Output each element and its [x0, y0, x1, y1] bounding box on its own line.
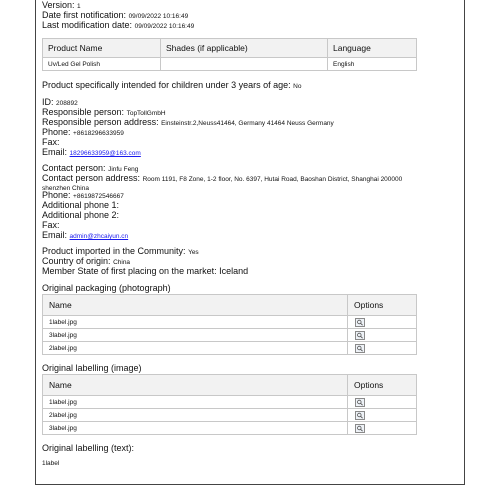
children-line	[42, 80, 301, 92]
table-row	[43, 396, 417, 409]
options-cell	[348, 409, 417, 422]
responsible-fax-label: Fax:	[42, 137, 60, 147]
version-value: 1	[77, 3, 81, 10]
file-name-cell: 2label.jpg	[43, 342, 348, 355]
labelling-table-header	[43, 375, 417, 396]
responsible-address-value: Einsteinstr.2,Neuss41464, Germany 41464 Neuss Germany	[161, 120, 334, 127]
labelling-image-table	[42, 374, 417, 435]
packaging-title: Original packaging (photograph)	[42, 283, 171, 293]
responsible-phone-label: Phone:	[42, 127, 71, 137]
magnifier-icon[interactable]	[355, 344, 365, 353]
name-header: Name	[43, 295, 348, 316]
id-value: 208892	[56, 100, 78, 107]
contact-address-value: Room 1191, F8 Zone, 1-2 floor, No. 6397, Hutai Road, Baoshan District, Shanghai 200000	[142, 176, 403, 183]
packaging-table	[42, 294, 417, 355]
version-label: Version:	[42, 0, 75, 10]
product-name-header: Product Name	[43, 39, 161, 58]
contact-person-label: Contact person:	[42, 163, 106, 173]
contact-person-value: Jinfu Feng	[108, 166, 139, 173]
table-row	[43, 329, 417, 342]
file-name-cell: 1label.jpg	[43, 316, 348, 329]
contact-address-value-2: shenzhen China	[42, 185, 89, 192]
name-header: Name	[43, 375, 348, 396]
member-state-value: Iceland	[219, 266, 249, 276]
table-row	[43, 422, 417, 435]
children-label: Product specifically intended for children under 3 years of age:	[42, 80, 291, 90]
table-row	[43, 58, 417, 71]
products-table	[42, 38, 417, 71]
language-header: Language	[328, 39, 417, 58]
responsible-email-label: Email:	[42, 147, 68, 157]
contact-fax-line	[42, 220, 60, 230]
magnifier-icon[interactable]	[355, 331, 365, 340]
options-cell	[348, 396, 417, 409]
contact-address-label: Contact person address:	[42, 173, 141, 183]
file-name-cell: 2label.jpg	[43, 409, 348, 422]
responsible-address-label: Responsible person address:	[42, 117, 159, 127]
magnifier-icon[interactable]	[355, 318, 365, 327]
member-state-label: Member State of first placing on the market:	[42, 266, 217, 276]
options-cell	[348, 316, 417, 329]
contact-phone-label: Phone:	[42, 190, 71, 200]
options-cell	[348, 329, 417, 342]
responsible-fax-line	[42, 137, 60, 147]
origin-value: China	[113, 259, 131, 266]
contact-fax-label: Fax:	[42, 220, 60, 230]
member-state-line	[42, 266, 248, 276]
options-cell	[348, 422, 417, 435]
table-row	[43, 316, 417, 329]
labelling-text-value: 1label	[42, 460, 60, 467]
last-modification-line	[42, 20, 194, 32]
labelling-image-title: Original labelling (image)	[42, 363, 142, 373]
id-label: ID:	[42, 97, 54, 107]
products-table-header	[43, 39, 417, 58]
options-header: Options	[348, 375, 417, 396]
magnifier-icon[interactable]	[355, 424, 365, 433]
labelling-text-title: Original labelling (text):	[42, 443, 135, 453]
responsible-email-link[interactable]: 18296633959@163.com	[69, 150, 141, 157]
packaging-table-header	[43, 295, 417, 316]
magnifier-icon[interactable]	[355, 398, 365, 407]
additional-phone-2-line	[42, 210, 119, 220]
contact-email-link[interactable]: admin@zhcaiyun.cn	[69, 233, 129, 240]
table-row	[43, 409, 417, 422]
additional-phone-1-label: Additional phone 1:	[42, 200, 120, 210]
responsible-phone-value: +8618296633959	[73, 130, 124, 137]
options-cell	[348, 342, 417, 355]
responsible-email-line	[42, 147, 141, 159]
responsible-person-label: Responsible person:	[42, 107, 125, 117]
product-name-cell: Uv/Led Gel Polish	[43, 58, 161, 71]
file-name-cell: 3label.jpg	[43, 329, 348, 342]
imported-label: Product imported in the Community:	[42, 246, 186, 256]
first-notification-label: Date first notification:	[42, 10, 127, 20]
shades-cell	[161, 58, 328, 71]
last-modification-value: 09/09/2022 10:16:49	[134, 23, 195, 30]
shades-header: Shades (if applicable)	[161, 39, 328, 58]
responsible-person-value: TopTollGmbH	[126, 110, 166, 117]
imported-value: Yes	[188, 249, 199, 256]
magnifier-icon[interactable]	[355, 411, 365, 420]
origin-label: Country of origin:	[42, 256, 111, 266]
additional-phone-2-label: Additional phone 2:	[42, 210, 120, 220]
contact-address-line	[42, 173, 402, 185]
contact-email-label: Email:	[42, 230, 68, 240]
file-name-cell: 3label.jpg	[43, 422, 348, 435]
contact-email-line	[42, 230, 128, 242]
table-row	[43, 342, 417, 355]
first-notification-value: 09/09/2022 10:16:49	[128, 13, 189, 20]
children-value: No	[293, 83, 302, 90]
options-header: Options	[348, 295, 417, 316]
contact-phone-value: +8619872546667	[73, 193, 124, 200]
additional-phone-1-line	[42, 200, 119, 210]
file-name-cell: 1label.jpg	[43, 396, 348, 409]
language-cell: English	[328, 58, 417, 71]
last-modification-label: Last modification date:	[42, 20, 133, 30]
